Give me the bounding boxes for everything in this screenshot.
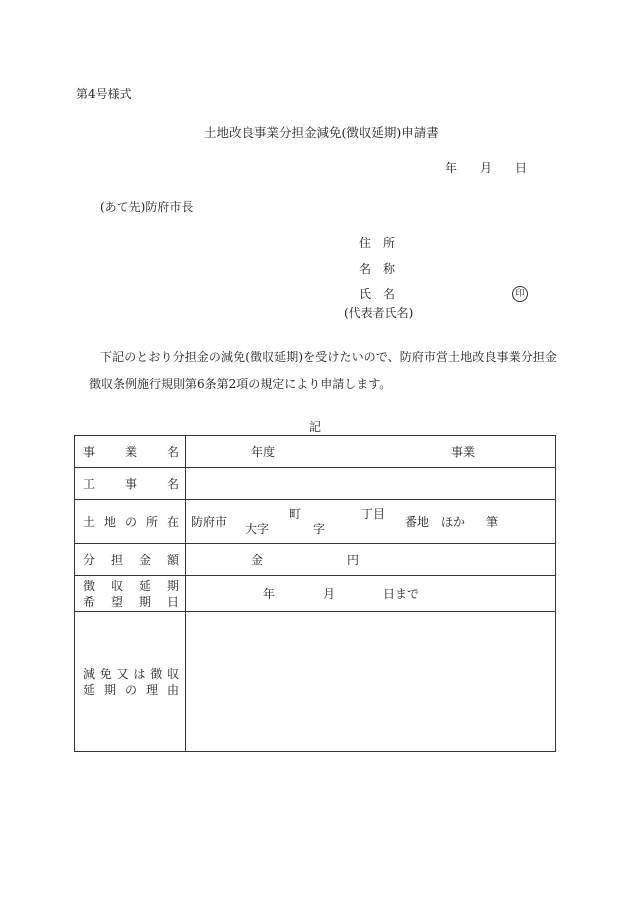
amount-yen: 円	[347, 553, 360, 567]
project-name-label: 事業名	[75, 436, 186, 468]
table-row-project	[75, 436, 556, 468]
amount-cell[interactable]	[186, 544, 556, 576]
loc-hoka: ほか	[441, 515, 466, 529]
address-label: 住 所	[359, 236, 396, 250]
work-name-label: 工事名	[75, 468, 186, 500]
location-label: 土地の所在	[75, 500, 186, 544]
date-day-label: 日	[515, 161, 528, 175]
ki-heading: 記	[309, 420, 322, 434]
table-row-location	[75, 500, 556, 544]
loc-chome: 丁目	[361, 507, 386, 521]
deferral-date-cell[interactable]	[186, 576, 556, 612]
document-title: 土地改良事業分担金減免(徴収延期)申請書	[204, 125, 439, 140]
defer-year: 年	[263, 587, 276, 601]
representative-label: (代表者氏名)	[344, 306, 414, 320]
reason-cell[interactable]	[186, 612, 556, 752]
name-label: 名 称	[359, 262, 396, 276]
loc-oaza: 大字	[245, 522, 270, 536]
date-year-label: 年	[445, 161, 458, 175]
table-row-reason	[75, 612, 556, 752]
form-number: 第4号様式	[76, 87, 132, 101]
table-row-deferral-date	[75, 576, 556, 612]
body-text-line-2: 徴収条例施行規則第6条第2項の規定により申請します。	[89, 377, 392, 391]
project-suffix-label: 事業	[451, 445, 476, 459]
work-name-cell[interactable]	[186, 468, 556, 500]
loc-machi: 町	[289, 507, 302, 521]
seal-mark: 印	[512, 286, 528, 302]
table-row-work	[75, 468, 556, 500]
reason-label: 減免又は徴収 延期の理由	[75, 612, 186, 752]
defer-until: 日まで	[383, 587, 420, 601]
loc-hitsu: 筆	[486, 515, 499, 529]
body-text-line-1: 下記のとおり分担金の減免(徴収延期)を受けたいので、防府市営土地改良事業分担金	[100, 350, 558, 364]
amount-label: 分担金額	[75, 544, 186, 576]
table-row-amount	[75, 544, 556, 576]
loc-banchi: 番地	[405, 515, 430, 529]
addressee: (あて先)防府市長	[100, 200, 194, 214]
person-name-label: 氏 名	[359, 287, 396, 301]
defer-month: 月	[323, 587, 336, 601]
deferral-date-label: 徴収延期 希望期日	[75, 576, 186, 612]
project-name-cell[interactable]	[186, 436, 556, 468]
loc-aza: 字	[313, 522, 326, 536]
date-month-label: 月	[480, 161, 493, 175]
application-table	[74, 435, 556, 752]
loc-city: 防府市	[191, 515, 228, 529]
location-cell[interactable]	[186, 500, 556, 544]
amount-kin: 金	[251, 553, 264, 567]
project-year-label: 年度	[251, 445, 276, 459]
